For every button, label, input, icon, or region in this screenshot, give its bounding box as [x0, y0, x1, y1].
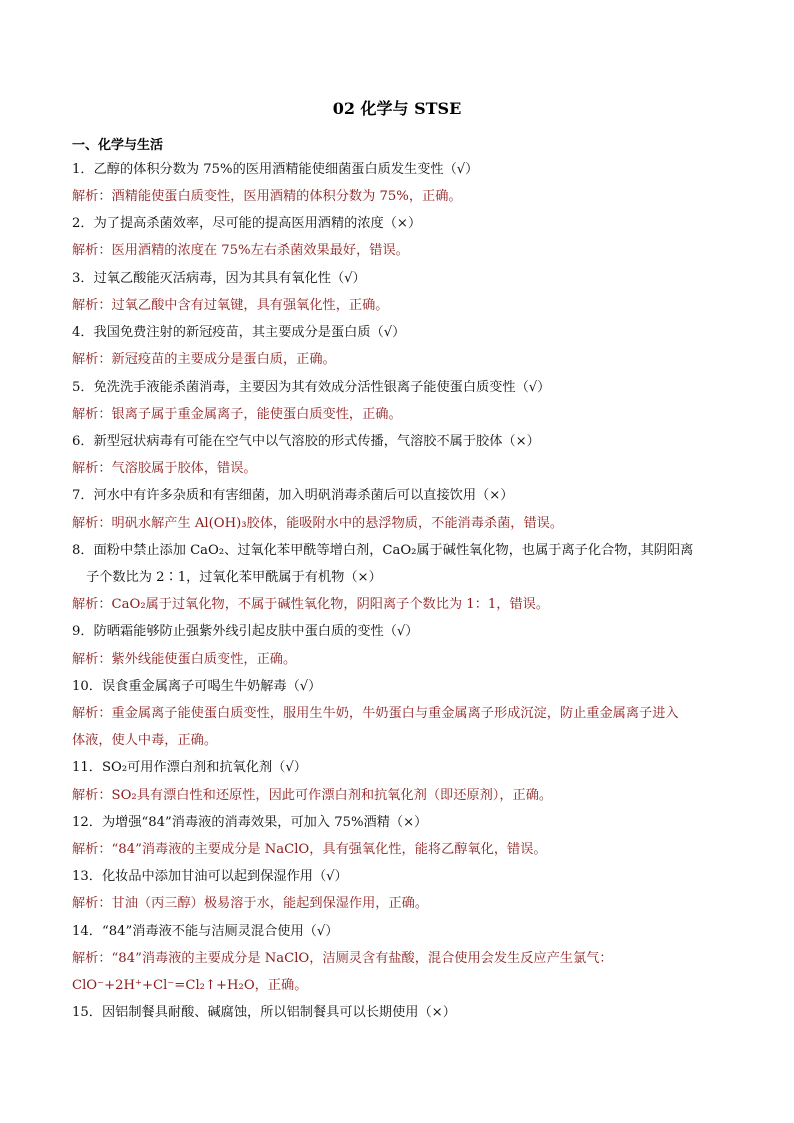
answer-9: 解析：紫外线能使蛋白质变性，正确。	[72, 652, 297, 667]
question-11: 11．SO₂可用作漂白剂和抗氧化剂（√）	[72, 760, 307, 775]
question-7: 7．河水中有许多杂质和有害细菌，加入明矾消毒杀菌后可以直接饮用（×）	[72, 488, 514, 503]
answer-7: 解析：明矾水解产生 Al(OH)₃胶体，能吸附水中的悬浮物质，不能消毒杀菌，错误。	[72, 516, 564, 531]
question-1: 1．乙醇的体积分数为 75%的医用酒精能使细菌蛋白质发生变性（√）	[72, 162, 479, 177]
answer-1: 解析：酒精能使蛋白质变性，医用酒精的体积分数为 75%，正确。	[72, 189, 462, 204]
answer-13: 解析：甘油（丙三醇）极易溶于水，能起到保湿作用，正确。	[72, 896, 429, 911]
question-8: 8．面粉中禁止添加 CaO₂、过氧化苯甲酰等增白剂，CaO₂属于碱性氧化物，也属于离子化合物，其阴阳离	[72, 543, 694, 558]
answer-5: 解析：银离子属于重金属离子，能使蛋白质变性，正确。	[72, 407, 402, 422]
answer-10: 解析：重金属离子能使蛋白质变性，服用生牛奶，牛奶蛋白与重金属离子形成沉淀，防止重金属离子进入	[72, 706, 679, 721]
answer-14-equation: ClO⁻+2H⁺+Cl⁻=Cl₂↑+H₂O，正确。	[72, 978, 308, 993]
answer-8: 解析：CaO₂属于过氧化物，不属于碱性氧化物，阴阳离子个数比为 1：1，错误。	[72, 597, 550, 612]
answer-11: 解析：SO₂具有漂白性和还原性，因此可作漂白剂和抗氧化剂（即还原剂），正确。	[72, 788, 553, 803]
question-3: 3．过氧乙酸能灭活病毒，因为其具有氧化性（√）	[72, 271, 366, 286]
question-9: 9．防晒霜能够防止强紫外线引起皮肤中蛋白质的变性（√）	[72, 624, 419, 639]
question-15: 15．因铝制餐具耐酸、碱腐蚀，所以铝制餐具可以长期使用（×）	[72, 1005, 456, 1020]
question-8-continued: 子个数比为 2∶1，过氧化苯甲酰属于有机物（×）	[86, 570, 382, 585]
question-12: 12．为增强“84”消毒液的消毒效果，可加入 75%酒精（×）	[72, 815, 428, 830]
answer-4: 解析：新冠疫苗的主要成分是蛋白质，正确。	[72, 352, 336, 367]
page-title: 02 化学与 STSE	[332, 99, 462, 118]
answer-2: 解析：医用酒精的浓度在 75%左右杀菌效果最好，错误。	[72, 243, 409, 258]
question-13: 13．化妆品中添加甘油可以起到保湿作用（√）	[72, 869, 348, 884]
question-5: 5．免洗洗手液能杀菌消毒，主要因为其有效成分活性银离子能使蛋白质变性（√）	[72, 380, 551, 395]
answer-6: 解析：气溶胶属于胶体，错误。	[72, 461, 257, 476]
answer-12: 解析：“84”消毒液的主要成分是 NaClO，具有强氧化性，能将乙醇氧化，错误。	[72, 842, 547, 857]
question-10: 10．误食重金属离子可喝生牛奶解毒（√）	[72, 679, 322, 694]
question-6: 6．新型冠状病毒有可能在空气中以气溶胶的形式传播，气溶胶不属于胶体（×）	[72, 434, 540, 449]
answer-14: 解析：“84”消毒液的主要成分是 NaClO，洁厕灵含有盐酸，混合使用会发生反应产生氯气：	[72, 951, 613, 966]
question-14: 14．“84”消毒液不能与洁厕灵混合使用（√）	[72, 924, 339, 939]
question-2: 2．为了提高杀菌效率，尽可能的提高医用酒精的浓度（×）	[72, 216, 422, 231]
question-4: 4．我国免费注射的新冠疫苗，其主要成分是蛋白质（√）	[72, 325, 406, 340]
section-heading: 一、化学与生活	[72, 138, 164, 153]
answer-10-continued: 体液，使人中毒，正确。	[72, 733, 218, 748]
answer-3: 解析：过氧乙酸中含有过氧键，具有强氧化性，正确。	[72, 298, 389, 313]
